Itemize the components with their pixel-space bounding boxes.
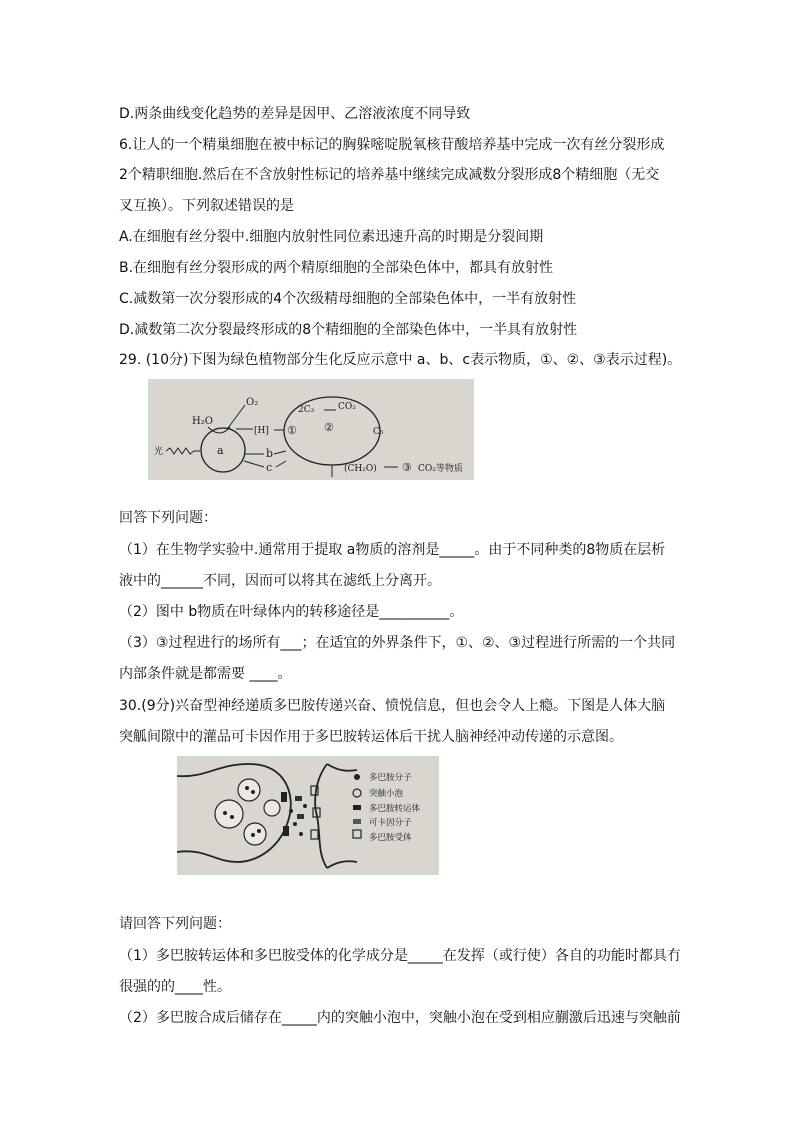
legend-transporter: 多巴胺转运体 <box>369 804 421 814</box>
q29-answer-intro: 回答下列问题： <box>119 510 217 526</box>
light-label: 光 <box>154 447 164 457</box>
legend-cocaine-symbol <box>353 819 361 824</box>
question-6-stem-2: 2个精职细胞.然后在不含放射性标记的培养基中继续完成减数分裂形成8个精细胞（无交 <box>119 167 660 183</box>
q29-part3-line2: 内部条件就是都需要 ____。 <box>119 666 292 682</box>
legend-vesicle-symbol <box>353 789 361 797</box>
q29-part1-line2: 液中的______不同，因而可以将其在滤纸上分离开。 <box>119 573 441 589</box>
label-c3: 2C₃ <box>298 405 315 415</box>
q29-part2: （2）图中 b物质在叶绿体内的转移途径是__________。 <box>119 604 464 620</box>
postsynaptic-membrane <box>315 764 327 868</box>
photosynthesis-diagram <box>148 379 474 480</box>
label-o2: O₂ <box>246 397 259 408</box>
question-6-option-c: C.减数第一次分裂形成的4个次级精母细胞的全部染色体中，一半有放射性 <box>119 291 577 307</box>
question-6-option-b: B.在细胞有丝分裂形成的两个精原细胞的全部染色体中，都具有放射性 <box>119 260 554 276</box>
question-29-stem: 29. (10分)下图为绿色植物部分生化反应示意中 a、b、c表示物质，①、②、③表示过程)。 <box>119 352 682 368</box>
q30-part1-line1: （1）多巴胺转运体和多巴胺受体的化学成分是_____在发挥（或行使）各自的功能时都具冇 <box>119 948 681 964</box>
label-a: a <box>217 444 224 457</box>
option-d-q5: D.两条曲线变化趋势的差异是因甲、乙溶液浓度不同导致 <box>119 106 471 122</box>
question-6-stem-1: 6.让人的一个精巢细胞在被中标记的胸躲嘧啶脱氧核苷酸培养基中完成一次有丝分裂形成 <box>119 137 665 153</box>
q30-part2-line1: （2）多巴胺合成后储存在_____内的突触小泡中，突触小泡在受到相应蒯激后迅速与突触前 <box>119 1010 681 1026</box>
legend-dopamine-symbol <box>354 774 360 780</box>
transporter-2 <box>283 826 289 836</box>
legend-receptor: 多巴胺受体 <box>369 833 412 843</box>
label-c: c <box>266 461 273 474</box>
label-c5: C₅ <box>373 427 384 437</box>
question-6-option-d: D.减数第二次分裂最终形成的8个精细胞的全部染色体中，一半具有放射性 <box>119 322 578 338</box>
q30-answer-intro: 请回答下列问题： <box>119 916 231 932</box>
label-co2-in: CO₂ <box>338 402 356 412</box>
label-h: [H] <box>254 426 269 436</box>
legend-receptor-symbol <box>353 830 361 838</box>
synapse-diagram <box>177 756 439 875</box>
transporter-1 <box>281 792 287 802</box>
question-30-stem-1: 30.(9分)兴奋型神经递质多巴胺传递兴奋、愤悦信息，但也会令人上瘾。下图是人体大脑 <box>119 698 666 714</box>
process-3: ③ <box>402 461 412 474</box>
q30-part1-line2: 很强的的____性。 <box>119 979 231 995</box>
legend-cocaine: 可卡因分子 <box>369 818 412 828</box>
label-b: b <box>266 447 274 460</box>
question-6-option-a: A.在细胞有丝分裂中.细胞内放射性同位素迅速升高的时期是分裂间期 <box>119 229 544 245</box>
legend-transporter-symbol <box>353 805 361 810</box>
vesicle-4 <box>264 800 280 816</box>
vesicle-2 <box>238 779 260 801</box>
light-wave <box>166 448 200 454</box>
legend-vesicle: 突触小泡 <box>369 789 404 799</box>
label-ch2o: (CH₂O) <box>344 464 377 474</box>
process-2: ② <box>324 421 334 434</box>
label-products: CO₂等物质 <box>418 464 463 474</box>
label-h2o: H₂O <box>192 416 213 427</box>
vesicle-1 <box>215 800 243 828</box>
question-30-stem-2: 突觚间隙中的灌品可卡因作用于多巴胺转运体后干扰人脑神经冲动传递的示意图。 <box>119 729 623 745</box>
vesicle-3 <box>244 823 266 845</box>
legend-dopamine: 多巴胺分子 <box>369 773 412 783</box>
question-6-stem-3: 叉互换）。下列叙述错误的是 <box>119 198 294 214</box>
q29-part1-line1: （1）在生物学实验中.通常用于提取 a物质的溶剂是_____。由于不同种类的8物质在层析 <box>119 542 666 558</box>
process-1: ① <box>287 424 297 437</box>
receptor-3 <box>311 830 318 839</box>
q29-part3-line1: （3）③过程进行的场所有___；在适宜的外界条件下，①、②、③过程进行所需的一个共同 <box>119 635 676 651</box>
